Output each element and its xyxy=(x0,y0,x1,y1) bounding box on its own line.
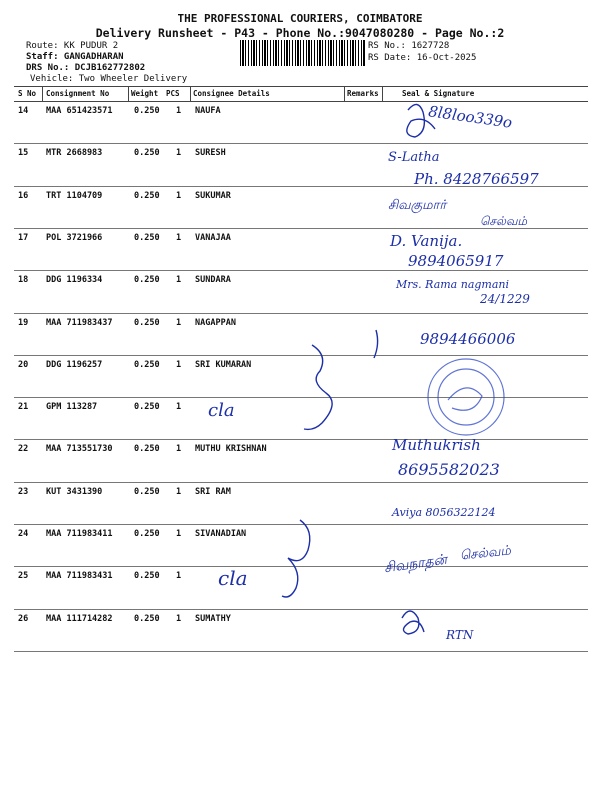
col-header-weight: Weight xyxy=(131,89,159,98)
row-consignee: SURESH xyxy=(195,148,226,159)
row-sno: 23 xyxy=(18,486,29,497)
company-title: THE PROFESSIONAL COURIERS, COIMBATORE xyxy=(177,12,423,25)
row-pcs: 1 xyxy=(176,148,182,159)
signature-row-25-b: செல்வம் xyxy=(459,543,512,564)
row-weight: 0.250 xyxy=(134,275,160,286)
row-weight: 0.250 xyxy=(134,486,160,497)
row-consignment-no: MAA 111714282 xyxy=(46,613,113,624)
row-sno: 24 xyxy=(18,529,29,539)
row-weight: 0.250 xyxy=(134,190,160,201)
row-sno: 21 xyxy=(18,402,29,413)
row-consignment-no: MAA 651423571 xyxy=(46,106,113,116)
row-pcs: 1 xyxy=(176,232,182,243)
signature-row-15-phone: Ph. 8428766597 xyxy=(414,170,539,188)
row-consignment-no: MTR 2668983 xyxy=(46,148,103,159)
row-sno: 15 xyxy=(18,148,29,159)
signature-row-15-name: S-Latha xyxy=(388,150,440,165)
row-sno: 16 xyxy=(18,190,29,201)
row-consignment-no: KUT 3431390 xyxy=(46,486,103,497)
signature-row-24-b: சிவநாதன் xyxy=(383,551,449,577)
row-consignee: NAGAPPAN xyxy=(195,317,236,328)
row-pcs: 1 xyxy=(176,486,182,497)
signature-row-22-name: Muthukrish xyxy=(392,436,481,454)
row-weight: 0.250 xyxy=(134,613,160,624)
staff-label: Staff: GANGADHARAN xyxy=(26,52,124,62)
signature-row-22-phone: 8695582023 xyxy=(398,460,500,479)
row-sno: 26 xyxy=(18,613,29,624)
row-consignment-no: MAA 711983431 xyxy=(46,571,113,582)
row-sno: 17 xyxy=(18,232,29,243)
row-pcs: 1 xyxy=(176,275,182,286)
row-pcs: 1 xyxy=(176,613,182,624)
row-consignment-no: MAA 711983437 xyxy=(46,317,113,328)
signature-row-21: cla xyxy=(208,400,235,421)
col-header-consignment: Consignment No xyxy=(46,89,110,98)
rs-date: RS Date: 16-Oct-2025 xyxy=(368,53,477,63)
row-consignee: SIVANADIAN xyxy=(195,529,247,539)
row-consignment-no: DDG 1196334 xyxy=(46,275,103,286)
col-header-signature: Seal & Signature xyxy=(402,89,475,98)
signature-row-18-name: Mrs. Rama nagmani xyxy=(396,278,510,291)
row-consignment-no: GPM 113287 xyxy=(46,402,98,413)
signature-row-26: RTN xyxy=(446,628,474,642)
row-pcs: 1 xyxy=(176,359,182,370)
row-sno: 25 xyxy=(18,571,29,582)
row-consignee: SUNDARA xyxy=(195,275,231,286)
row-weight: 0.250 xyxy=(134,402,160,413)
row-consignee: NAUFA xyxy=(195,106,221,116)
row-sno: 19 xyxy=(18,317,29,328)
row-weight: 0.250 xyxy=(134,359,160,370)
runsheet-subtitle: Delivery Runsheet - P43 - Phone No.:9047080280 - Page No.:2 xyxy=(95,26,505,40)
signature-row-14: 8l8loo339o xyxy=(427,102,514,132)
row-sno: 20 xyxy=(18,359,29,370)
row-pcs: 1 xyxy=(176,106,182,116)
row-consignment-no: DDG 1196257 xyxy=(46,359,103,370)
col-header-remarks: Remarks xyxy=(347,89,379,98)
row-consignee: VANAJAA xyxy=(195,232,231,243)
row-weight: 0.250 xyxy=(134,232,160,243)
row-consignee: MUTHU KRISHNAN xyxy=(195,444,267,455)
row-weight: 0.250 xyxy=(134,106,160,116)
row-pcs: 1 xyxy=(176,317,182,328)
signature-row-18-num: 24/1229 xyxy=(480,292,530,306)
row-weight: 0.250 xyxy=(134,571,160,582)
vehicle-label: Vehicle: Two Wheeler Delivery xyxy=(30,74,188,84)
drs-label: DRS No.: DCJB162772802 xyxy=(26,63,146,73)
signature-row-19: 9894466006 xyxy=(420,330,516,348)
row-consignee: SRI KUMARAN xyxy=(195,359,252,370)
signature-row-17-phone: 9894065917 xyxy=(408,252,504,270)
row-pcs: 1 xyxy=(176,529,182,539)
rs-number: RS No.: 1627728 xyxy=(368,41,450,51)
row-pcs: 1 xyxy=(176,571,182,582)
row-weight: 0.250 xyxy=(134,444,160,455)
signature-row-17-name: D. Vanija. xyxy=(390,232,463,250)
row-consignment-no: MAA 711983411 xyxy=(46,529,113,539)
row-consignment-no: TRT 1104709 xyxy=(46,190,103,201)
col-header-consignee: Consignee Details xyxy=(193,89,270,98)
row-weight: 0.250 xyxy=(134,317,160,328)
row-consignee: SRI RAM xyxy=(195,486,231,497)
row-sno: 14 xyxy=(18,106,29,116)
row-pcs: 1 xyxy=(176,402,182,413)
row-consignee: SUMATHY xyxy=(195,613,231,624)
signature-row-16-b: செல்வம் xyxy=(480,214,528,228)
signature-row-25: cla xyxy=(218,566,248,590)
row-sno: 18 xyxy=(18,275,29,286)
row-sno: 22 xyxy=(18,444,29,455)
row-weight: 0.250 xyxy=(134,148,160,159)
col-header-sno: S No xyxy=(18,89,37,98)
row-weight: 0.250 xyxy=(134,529,160,539)
col-header-pcs: PCS xyxy=(166,89,180,98)
row-consignment-no: MAA 713551730 xyxy=(46,444,113,455)
row-consignment-no: POL 3721966 xyxy=(46,232,103,243)
row-consignee: SUKUMAR xyxy=(195,190,231,201)
route-label: Route: KK PUDUR 2 xyxy=(26,41,119,51)
signature-row-24-a: Aviya 8056322124 xyxy=(392,506,496,519)
company-seal-stamp xyxy=(428,359,504,435)
signature-row-16-a: சிவகுமார் xyxy=(388,198,447,213)
row-pcs: 1 xyxy=(176,190,182,201)
row-pcs: 1 xyxy=(176,444,182,455)
